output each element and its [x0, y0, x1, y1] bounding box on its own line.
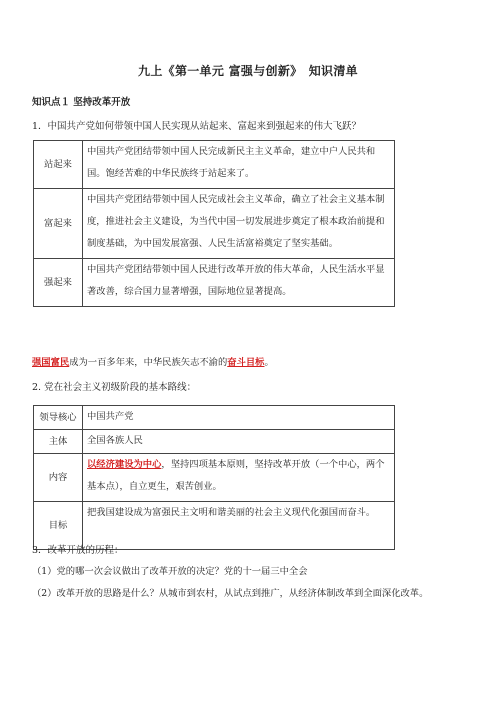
row-text: 中国共产党团结带领中国人民完成新民主主义革命，建立中户人民共和国。饱经苦难的中华民族终于站起来了。	[83, 141, 395, 189]
row-label: 领导核心	[34, 406, 83, 430]
table-row	[34, 259, 395, 307]
answer-3-2: （2）改革开放的思路是什么？从城市到农村，从试点到推广，从经济体制改革到全面深化改革。	[32, 588, 429, 599]
highlight-text: 奋斗目标	[227, 357, 265, 368]
row-text: 中国共产党团结带领中国人民进行改革开放的伟大革命，人民生活水平显著改善，综合国力显著增强，国际地位显著提高。	[83, 259, 395, 307]
note-text: 。	[264, 357, 274, 368]
row-label: 站起来	[34, 141, 83, 189]
row-text: 把我国建设成为富强民主文明和谐美丽的社会主义现代化强国而奋斗。	[83, 502, 395, 550]
note-line	[32, 354, 274, 368]
note-text: 成为一百多年来，中华民族矢志不渝的	[69, 357, 228, 368]
row-text: 中国共产党	[83, 406, 395, 430]
row-label: 主体	[34, 430, 83, 454]
row-label: 目标	[34, 502, 83, 550]
row-text: 中国共产党团结带领中国人民完成社会主义革命，确立了社会主义基本制度，推进社会主义建设，为当代中国一切发展进步奠定了根本政治前提和制度基础，为中国发展富强、人民生活富裕奠定了坚实基础。	[83, 189, 395, 259]
answer-3-1: （1）党的哪一次会议做出了改革开放的决定？党的十一届三中全会	[32, 566, 308, 577]
table-row	[34, 406, 395, 430]
section-heading: 知识点１ 坚持改革开放	[32, 97, 131, 108]
table-row	[34, 430, 395, 454]
question-3: 3．改革开放的历程：	[32, 545, 124, 556]
table-row	[34, 141, 395, 189]
row-label: 强起来	[34, 259, 83, 307]
question-1: 1．中国共产党如何带领中国人民实现从站起来、富起来到强起来的伟大飞跃？	[32, 121, 362, 132]
row-text: 全国各族人民	[83, 430, 395, 454]
highlight-text: 强国富民	[32, 357, 70, 368]
table-row	[34, 454, 395, 502]
highlight-text: 以经济建设为中心	[87, 459, 162, 470]
row-label: 富起来	[34, 189, 83, 259]
row-text	[83, 454, 395, 502]
table-basic-line	[33, 405, 395, 550]
table-development-stages	[33, 140, 395, 307]
question-2: 2. 党在社会主义初级阶段的基本路线：	[32, 382, 197, 393]
table-row	[34, 189, 395, 259]
row-label: 内容	[34, 454, 83, 502]
content-text: ，坚持四项基本原则，坚持改革开放（一个中心，两个基本点），自立更生，艰苦创业。	[87, 459, 385, 492]
page-title: 九上《第一单元 富强与创新》 知识清单	[138, 64, 358, 78]
